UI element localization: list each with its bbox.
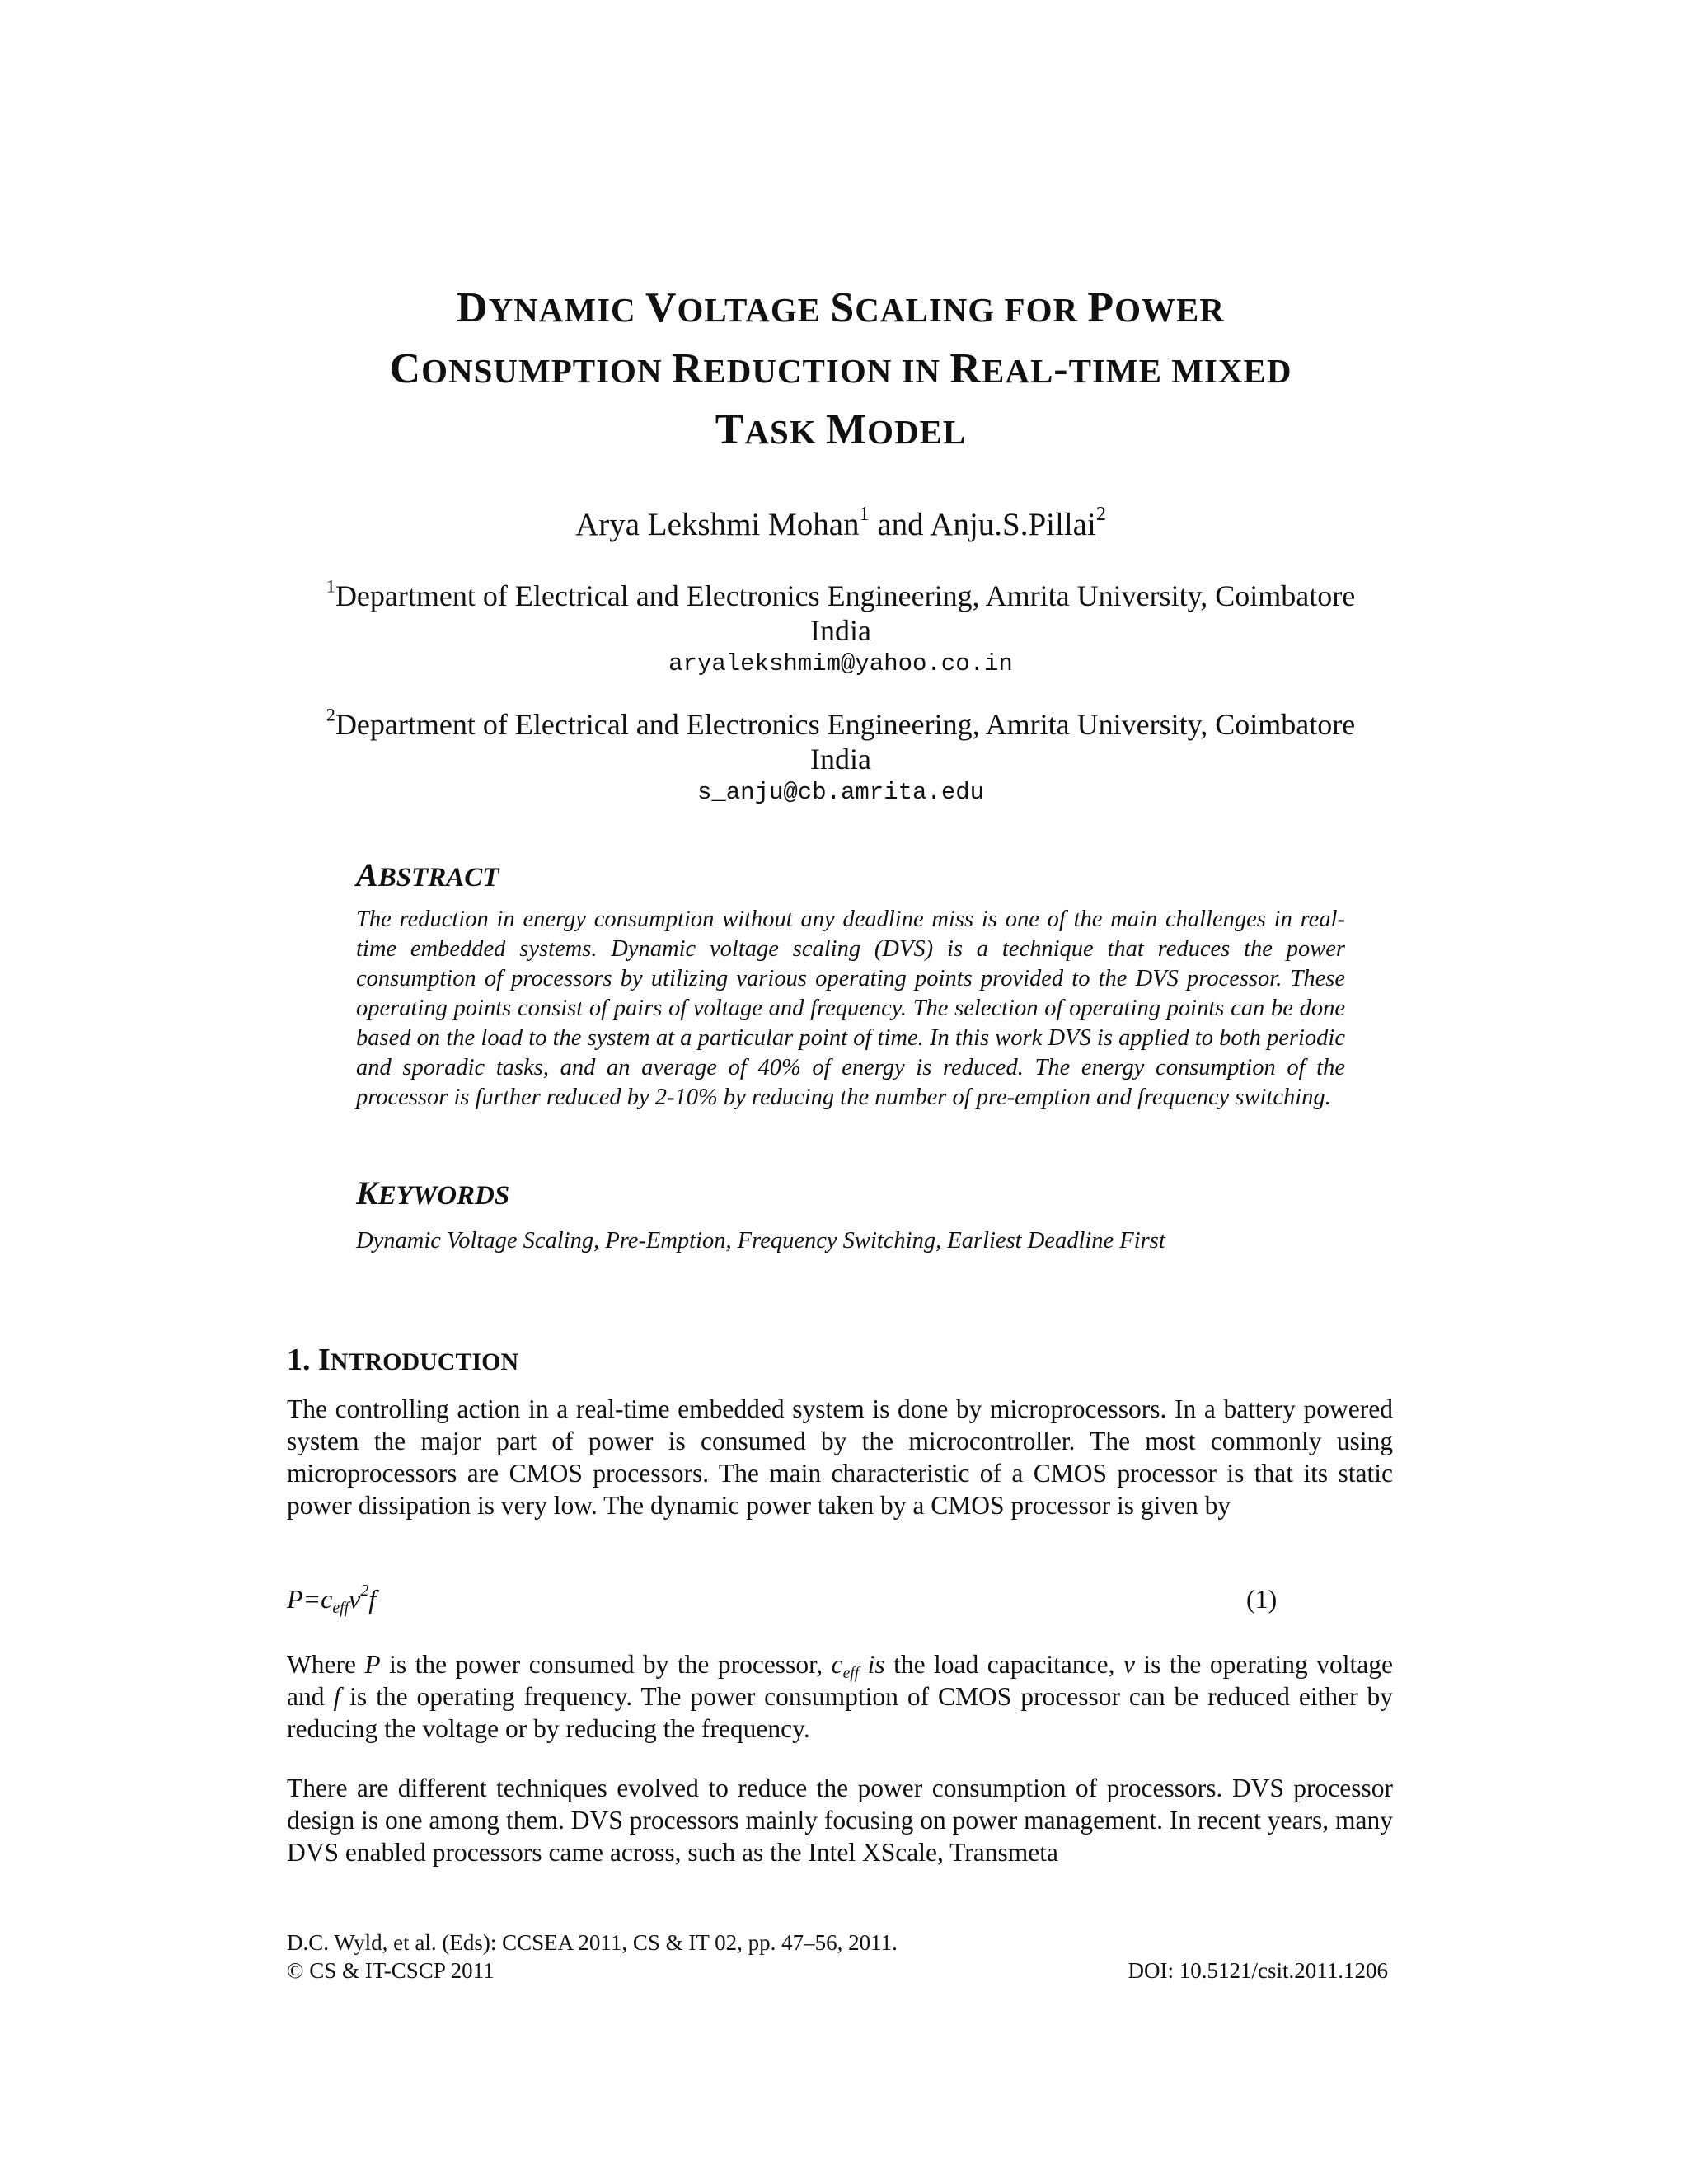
title-line-1: DYNAMIC VOLTAGE SCALING FOR POWER — [457, 284, 1225, 331]
author-2: Anju.S.Pillai — [930, 507, 1096, 542]
affiliation-2: $^2$Department of Electrical and Electronics Engineering, Amrita University, Coimbatore India s_anju@cb.amrita.edu — [206, 707, 1475, 809]
equation-1: $P=c_{eff}v^2f$ — [287, 1582, 377, 1617]
footer-doi[interactable]: DOI: 10.5121/csit.2011.1206 — [1128, 1958, 1388, 1983]
abstract-text: The reduction in energy consumption without any deadline miss is one of the main challenges in real-time embedded systems. Dynamic voltage scaling (DVS) is a technique that reduces the power consumption of processors by utilizing various operating points provided to the DVS processor. These operating points consist of pairs of voltage and frequency. The selection of operating points can be done based on the load to the system at a particular point of time. In this work DVS is applied to both periodic and sporadic tasks, and an average of 40% of energy is reduced. The energy consumption of the processor is further reduced by 2-10% by reducing the number of pre-emption and frequency switching. — [356, 907, 1345, 1110]
keywords-text: Dynamic Voltage Scaling, Pre-Emption, Frequency Switching, Earliest Deadline First — [356, 1228, 1165, 1254]
email-link-1[interactable]: aryalekshmim@yahoo.co.in — [668, 650, 1013, 677]
title-line-2: CONSUMPTION REDUCTION IN REAL-TIME MIXED — [389, 345, 1292, 392]
title-line-3: TASK MODEL — [715, 406, 967, 453]
abstract-heading: ABSTRACT — [356, 856, 499, 893]
footer-citation: D.C. Wyld, et al. (Eds): CCSEA 2011, CS & IT 02, pp. 47–56, 2011. © CS & IT-CSCP 2011 — [287, 1930, 898, 1983]
affiliation-1: $^1$Department of Electrical and Electronics Engineering, Amrita University, Coimbatore India aryalekshmim@yahoo.co.in — [206, 579, 1475, 681]
intro-paragraph-1: The controlling action in a real-time embedded system is done by microprocessors. In a battery powered system the major part of power is consumed by the microcontroller. The most commonly using microprocessors are CMOS processors. The main characteristic of a CMOS processor is that its static power dissipation is very low. The dynamic power taken by a CMOS processor is given by — [287, 1394, 1393, 1520]
equation-number: (1) — [1246, 1584, 1278, 1614]
author-line: Arya Lekshmi Mohan$^1$ and Anju.S.Pillai$^2$ — [575, 502, 1106, 542]
author-1: Arya Lekshmi Mohan — [575, 507, 860, 542]
paper-title — [206, 279, 1475, 462]
intro-paragraph-3: There are different techniques evolved to reduce the power consumption of processors. DVS processor design is one among them. DVS processors mainly focusing on power management. In recent years, many DVS enabled processors came across, such as the Intel XScale, Transmeta — [287, 1774, 1393, 1867]
keywords-heading: KEYWORDS — [356, 1174, 510, 1212]
intro-paragraph-2: Where P is the power consumed by the processor, $c_{eff}$ is the load capacitance, v is the operating voltage and f is the operating frequency. The power consumption of CMOS processor can be reduced either by reducing the voltage or by reducing the frequency. — [287, 1650, 1394, 1743]
email-link-2[interactable]: s_anju@cb.amrita.edu — [696, 779, 985, 806]
section-heading-introduction: 1. INTRODUCTION — [287, 1343, 519, 1377]
